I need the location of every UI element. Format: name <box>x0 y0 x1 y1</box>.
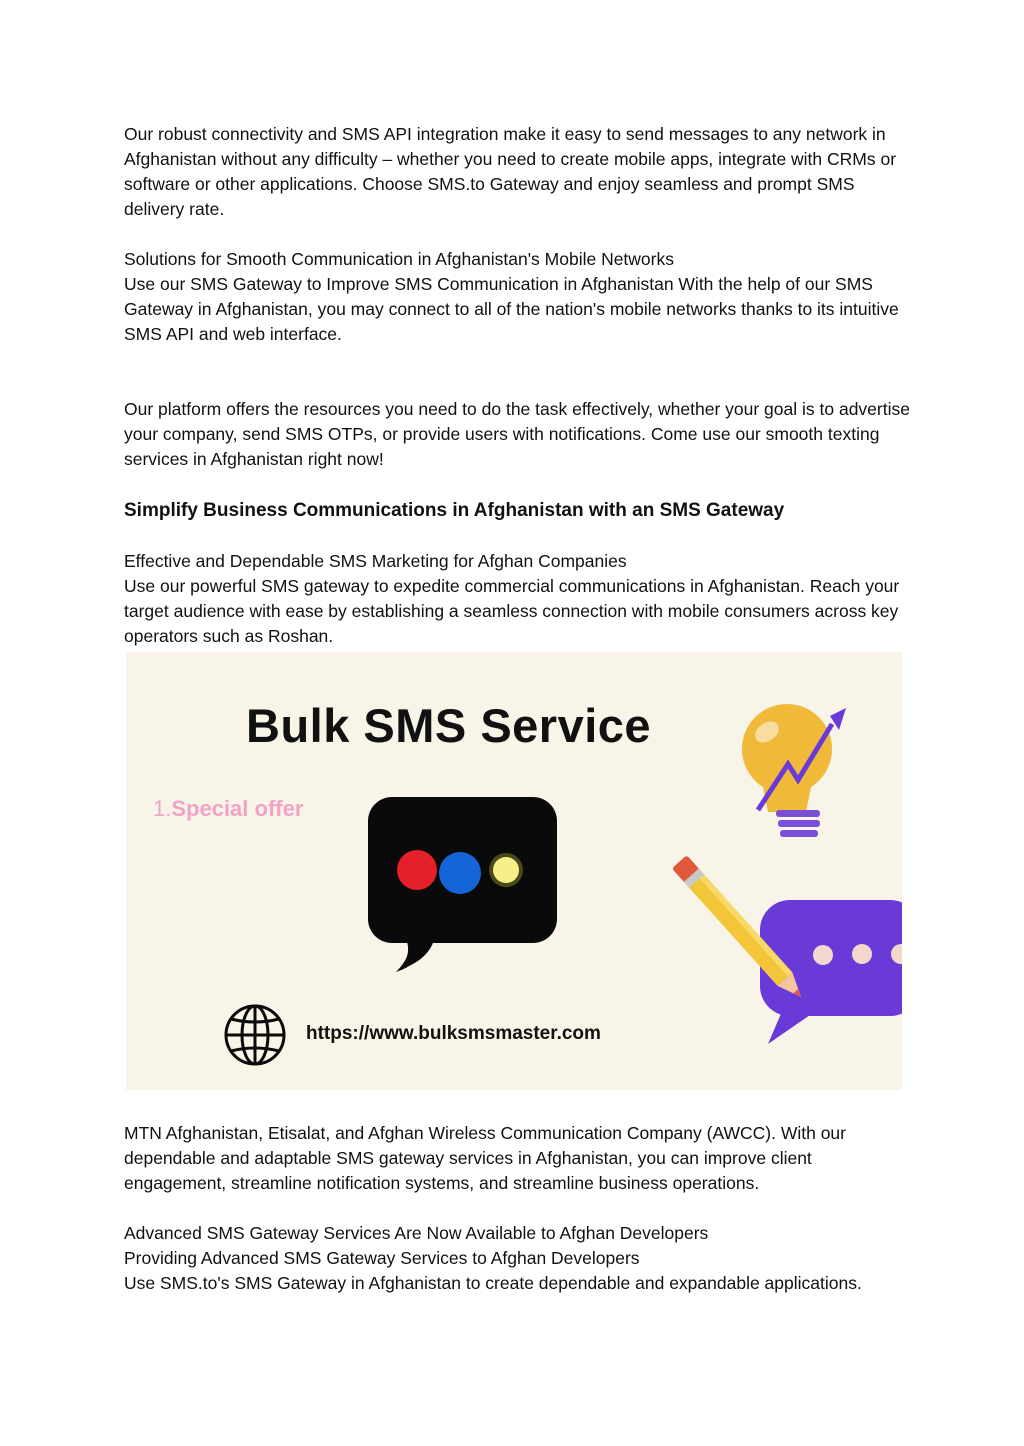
marketing-heading: Effective and Dependable SMS Marketing for Afghan Companies <box>124 551 627 571</box>
offer-number: 1. <box>153 796 172 821</box>
chat-bubble-icon <box>368 797 557 972</box>
solutions-section <box>124 247 914 347</box>
platform-section <box>124 397 914 472</box>
section-heading: Simplify Business Communications in Afghanistan with an SMS Gateway <box>124 500 785 521</box>
solutions-paragraph: Use our SMS Gateway to Improve SMS Communication in Afghanistan With the help of our SMS Gateway in Afghanistan, you may connect to all of the nation's mobile networks thanks to its intuitive SMS API and web interface. <box>124 274 899 344</box>
intro-paragraph: Our robust connectivity and SMS API integration make it easy to send messages to any network in Afghanistan without any difficulty – whether you need to create mobile apps, integrate with CRMs or software or other applications. Choose SMS.to Gateway and enjoy seamless and prompt SMS delivery rate. <box>124 124 897 219</box>
solutions-heading: Solutions for Smooth Communication in Afghanistan's Mobile Networks <box>124 249 674 269</box>
developers-line-2: Providing Advanced SMS Gateway Services to Afghan Developers <box>124 1248 640 1268</box>
marketing-section <box>124 549 914 649</box>
bulk-sms-banner-image <box>126 652 902 1090</box>
lightbulb-icon <box>742 704 832 837</box>
banner-url: https://www.bulksmsmaster.com <box>306 1023 601 1044</box>
intro-section <box>124 122 914 222</box>
platform-paragraph: Our platform offers the resources you need to do the task effectively, whether your goal is to advertise your company, send SMS OTPs, or provide users with notifications. Come use our smooth texting services in Afghanistan right now! <box>124 399 910 469</box>
banner-title: Bulk SMS Service <box>246 699 652 752</box>
operators-section <box>124 1121 914 1196</box>
marketing-paragraph: Use our powerful SMS gateway to expedite commercial communications in Afghanistan. Reach your target audience with ease by establishing a seamless connection with mobile consumers across key operators such as Roshan. <box>124 576 900 646</box>
special-offer-label <box>153 796 303 822</box>
operators-paragraph: MTN Afghanistan, Etisalat, and Afghan Wireless Communication Company (AWCC). With our dependable and adaptable SMS gateway services in Afghanistan, you can improve client engagement, streamline notification systems, and streamline business operations. <box>124 1123 846 1193</box>
offer-text: Special offer <box>171 796 304 821</box>
developers-section <box>124 1221 914 1296</box>
developers-line-1: Advanced SMS Gateway Services Are Now Available to Afghan Developers <box>124 1223 709 1243</box>
developers-line-3: Use SMS.to's SMS Gateway in Afghanistan to create dependable and expandable applications. <box>124 1273 862 1293</box>
globe-icon <box>226 1006 284 1064</box>
